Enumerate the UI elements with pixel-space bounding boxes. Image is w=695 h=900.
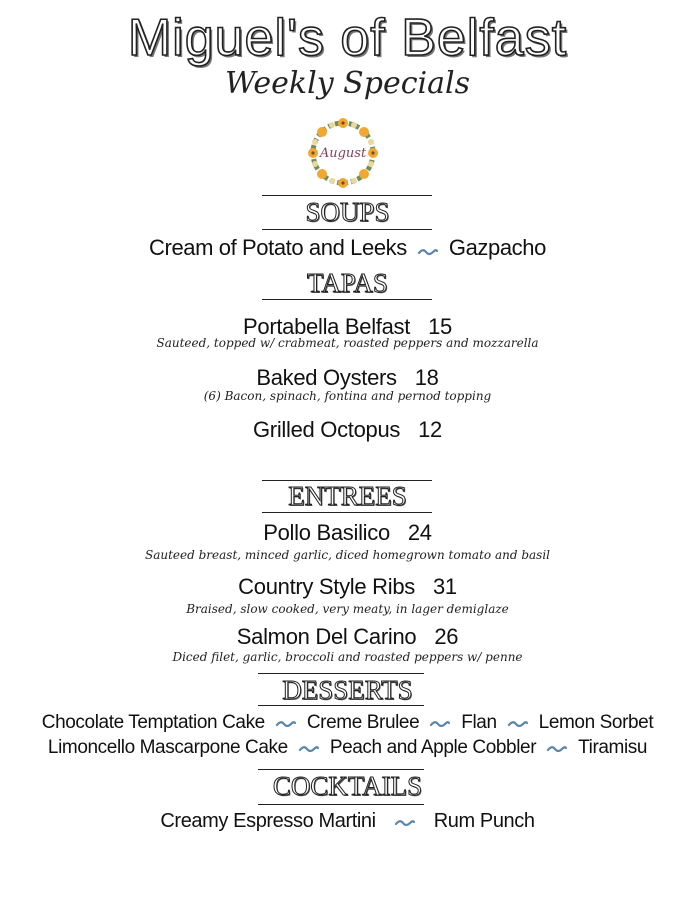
menu-item-description: Sauteed breast, minced garlic, diced homegrown tomato and basil [145, 548, 550, 562]
menu-item-description: Braised, slow cooked, very meaty, in lager demiglaze [186, 602, 509, 616]
swirl-separator-icon [394, 810, 416, 833]
menu-item: Baked Oysters 18 [256, 365, 439, 390]
soups-rule-bottom [262, 229, 432, 230]
menu-item: Pollo Basilico 24 [263, 520, 432, 545]
entrees-heading: ENTREES [288, 481, 407, 511]
tapas-heading: TAPAS [307, 268, 388, 298]
floral-wreath-icon [303, 113, 383, 193]
tapas-rule [262, 299, 432, 300]
dessert-item: Limoncello Mascarpone Cake [47, 737, 288, 759]
cocktail-item: Rum Punch [433, 810, 535, 832]
soup-item: Gazpacho [448, 235, 546, 260]
dessert-item: Peach and Apple Cobbler [329, 737, 537, 759]
soups-rule-top [262, 195, 432, 196]
menu-item-description: (6) Bacon, spinach, fontina and pernod topping [203, 389, 492, 403]
weekly-specials-subtitle: Weekly Specials [225, 66, 470, 101]
cocktails-heading: COCKTAILS [272, 771, 423, 801]
dessert-item: Chocolate Temptation Cake [41, 712, 265, 734]
swirl-separator-icon [507, 712, 529, 734]
menu-item: Portabella Belfast 15 [243, 314, 452, 339]
month-badge: August [319, 146, 367, 161]
menu-item: Country Style Ribs 31 [238, 574, 457, 599]
cocktails-rule-bottom [258, 804, 424, 805]
menu-item-description: Sauteed, topped w/ crabmeat, roasted peppers and mozzarella [156, 336, 539, 350]
desserts-row-2 [0, 737, 695, 759]
swirl-separator-icon [429, 712, 451, 734]
swirl-separator-icon [546, 737, 568, 759]
menu-item: Grilled Octopus 12 [253, 417, 442, 442]
dessert-item: Flan [461, 712, 497, 734]
cocktail-item: Creamy Espresso Martini [160, 810, 376, 832]
dessert-item: Lemon Sorbet [538, 712, 654, 734]
desserts-rule-top [258, 673, 424, 674]
desserts-rule-bottom [258, 705, 424, 706]
menu-item-description: Diced filet, garlic, broccoli and roasted peppers w/ penne [172, 650, 523, 664]
soups-heading: SOUPS [305, 197, 390, 227]
restaurant-title: Miguel's of Belfast [127, 9, 568, 67]
dessert-item: Tiramisu [578, 737, 648, 759]
menu-item: Salmon Del Carino 26 [236, 624, 459, 649]
desserts-row-1 [0, 712, 695, 734]
cocktails-rule-top [258, 769, 424, 770]
desserts-heading: DESSERTS [282, 675, 413, 705]
swirl-separator-icon [298, 737, 320, 759]
dessert-item: Creme Brulee [306, 712, 420, 734]
swirl-separator-icon [275, 712, 297, 734]
soup-item: Cream of Potato and Leeks [149, 235, 407, 260]
soups-line [0, 235, 695, 262]
cocktails-line [0, 810, 695, 833]
swirl-separator-icon [417, 236, 439, 262]
entrees-rule-bottom [262, 512, 432, 513]
